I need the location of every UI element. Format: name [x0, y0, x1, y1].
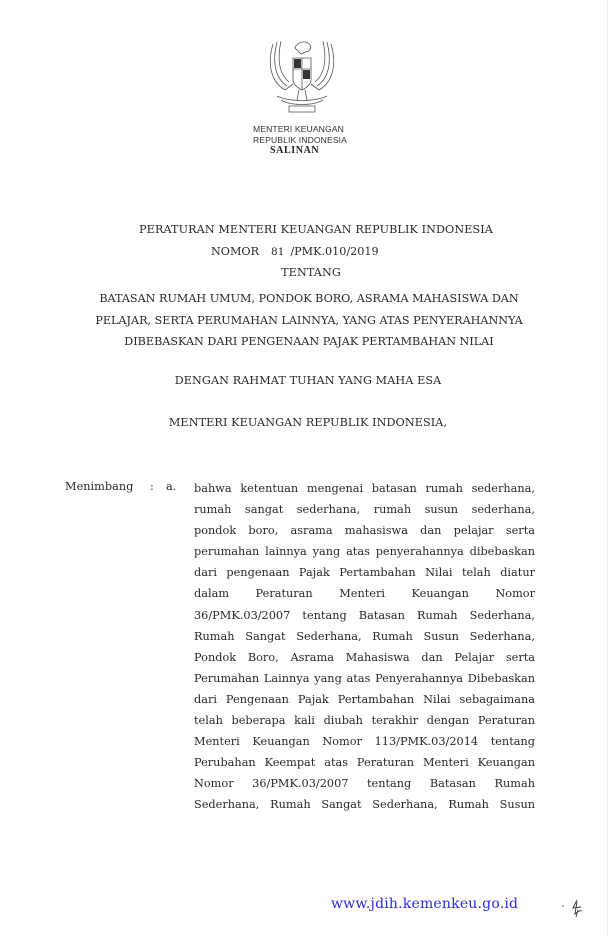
body-line: Pondok Boro, Asrama Mahasiswa dan Pelajar serta [194, 650, 535, 664]
body-line: Sederhana, Rumah Sangat Sederhana, Rumah Susun [194, 798, 535, 812]
body-line: Nomor 36/PMK.03/2007 tentang Batasan Rumah [194, 777, 535, 791]
institution-name [253, 124, 347, 146]
body-line: pondok boro, asrama mahasiswa dan pelajar serta [194, 524, 535, 538]
subject-line: PELAJAR, SERTA PERUMAHAN LAINNYA, YANG ATAS PENYERAHANNYA [95, 313, 523, 327]
body-line: Perumahan Lainnya yang atas Penyerahannya Dibebaskan [194, 671, 535, 685]
tentang-heading: TENTANG [281, 266, 341, 279]
menimbang-colon: : [150, 480, 154, 493]
body-line: Rumah Sangat Sederhana, Rumah Susun Sederhana, [194, 629, 535, 643]
garuda-emblem-icon [263, 34, 341, 118]
page-edge-line [607, 0, 608, 936]
salinan-stamp: SALINAN [270, 145, 320, 156]
jdih-website-link[interactable]: www.jdih.kemenkeu.go.id [331, 896, 519, 912]
subject-line: BATASAN RUMAH UMUM, PONDOK BORO, ASRAMA MAHASISWA DAN [99, 292, 519, 305]
rahmat-heading: DENGAN RAHMAT TUHAN YANG MAHA ESA [174, 374, 442, 387]
subject-line: DIBEBASKAN DARI PENGENAAN PAJAK PERTAMBAHAN NILAI [124, 335, 494, 348]
body-line: bahwa ketentuan mengenai batasan rumah sederhana, [194, 482, 535, 495]
institution-line-2: REPUBLIK INDONESIA [253, 135, 347, 145]
paraf-initial-icon [568, 898, 586, 918]
body-line: Perubahan Keempat atas Peraturan Menteri Keuangan [194, 756, 535, 770]
menimbang-label: Menimbang [65, 480, 134, 493]
body-line: telah beberapa kali diubah terakhir dengan Peraturan [194, 714, 535, 728]
nomor-number: 81 [271, 246, 285, 258]
body-line: dalam Peraturan Menteri Keuangan Nomor [194, 587, 535, 601]
institution-line-1: MENTERI KEUANGAN [253, 124, 344, 134]
menimbang-body [194, 478, 535, 816]
regulation-title: PERATURAN MENTERI KEUANGAN REPUBLIK INDONESIA [139, 223, 493, 236]
body-line: Menteri Keuangan Nomor 113/PMK.03/2014 tentang [194, 735, 535, 749]
regulation-subject [86, 288, 532, 353]
menimbang-item-marker: a. [166, 480, 177, 493]
body-line: dari Pengenaan Pajak Pertambahan Nilai sebagaimana [194, 692, 535, 706]
scan-speck [562, 905, 564, 907]
body-line: perumahan lainnya yang atas penyerahannya dibebaskan [194, 545, 535, 559]
body-line: dari pengenaan Pajak Pertambahan Nilai telah diatur [194, 566, 535, 580]
nomor-suffix: /PMK.010/2019 [290, 245, 379, 258]
nomor-label: NOMOR [211, 245, 260, 258]
body-line: rumah sangat sederhana, rumah susun sederhana, [194, 503, 535, 517]
menteri-heading: MENTERI KEUANGAN REPUBLIK INDONESIA, [168, 416, 448, 429]
body-line: 36/PMK.03/2007 tentang Batasan Rumah Sederhana, [194, 608, 535, 622]
regulation-number [211, 245, 379, 258]
